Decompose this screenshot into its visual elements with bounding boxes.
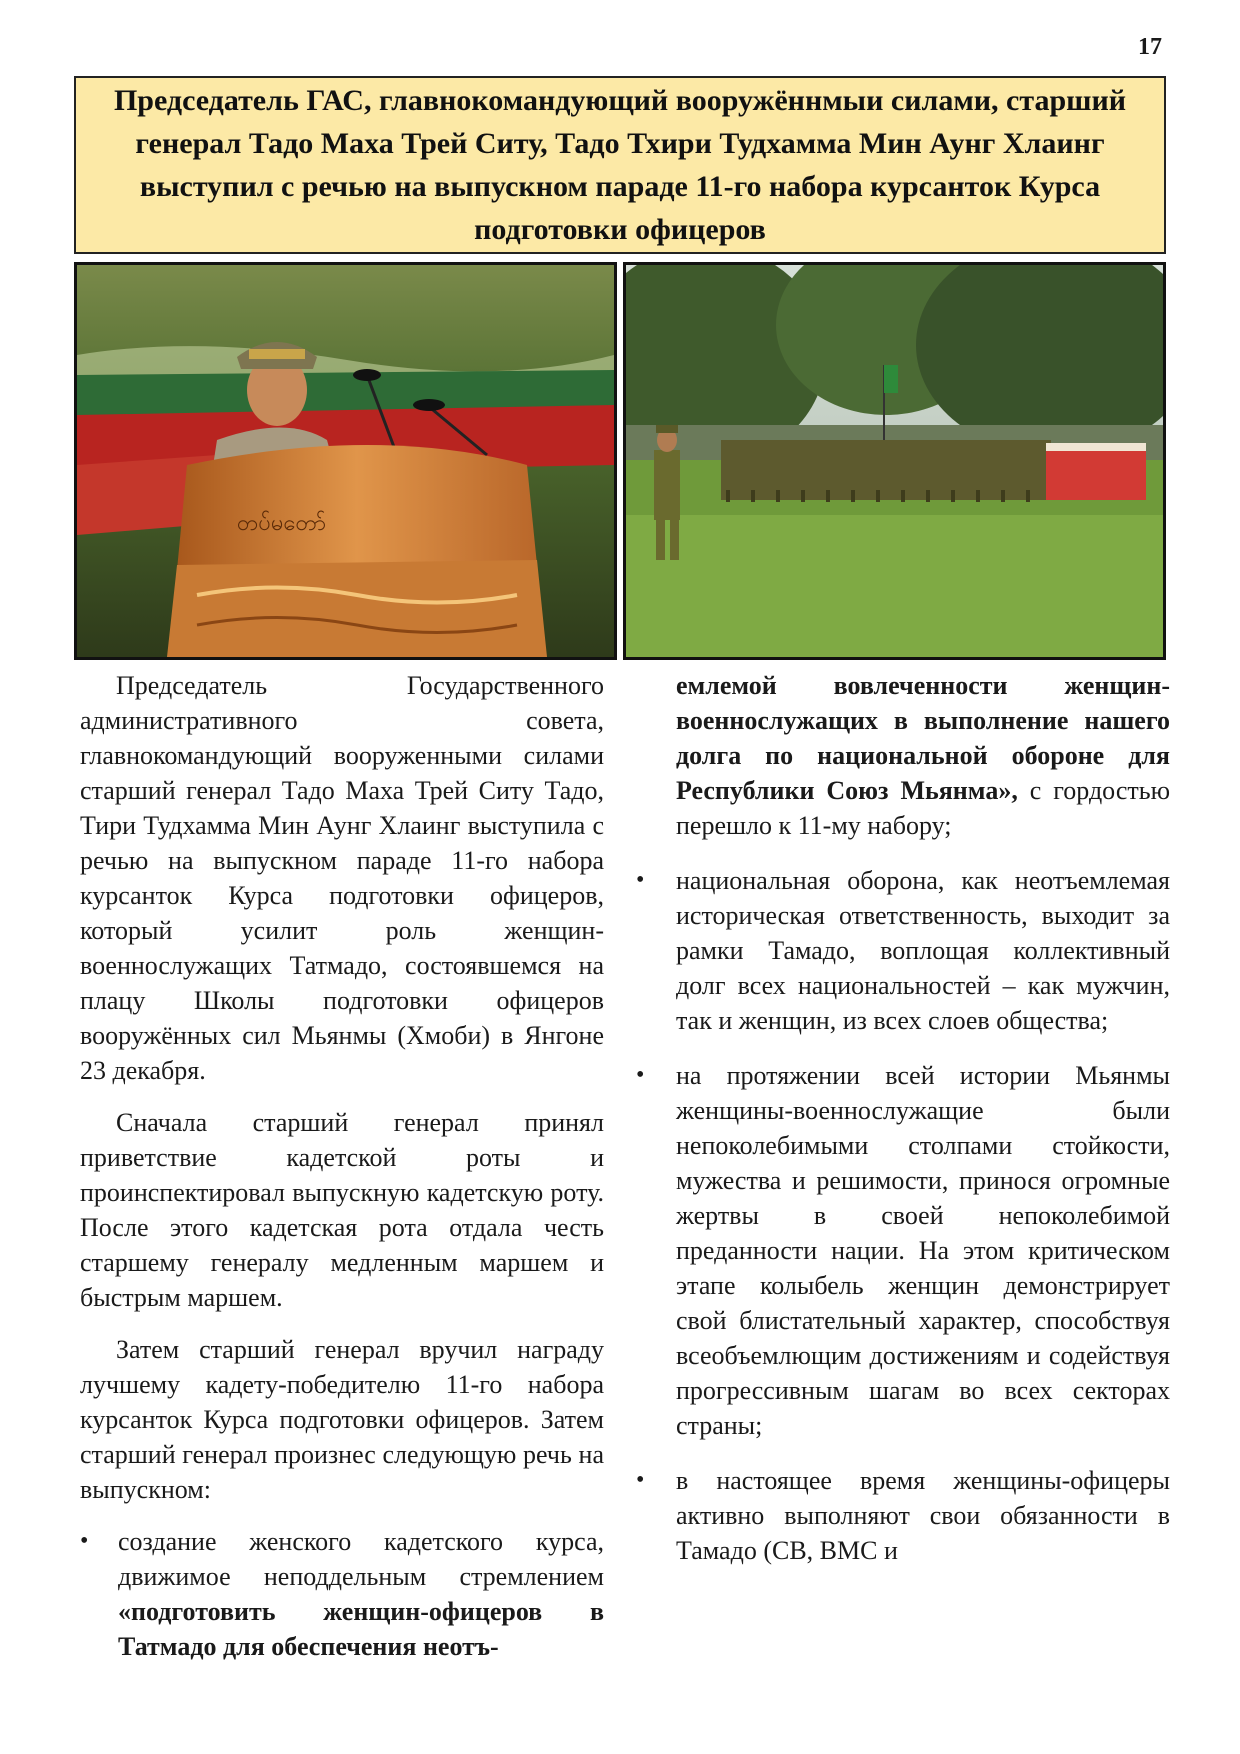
bullet-text-bold: «подготовить женщин-офицеров в Татмадо для обеспечения неотъ- bbox=[118, 1597, 604, 1661]
bullet-icon: • bbox=[80, 1528, 89, 1554]
paragraph-award: Затем старший генерал вручил награду лучшему кадету-победителю 11-го набора курсанток Курса подготовки офицеров. Затем старший генерал произнес следующую речь на выпускном: bbox=[80, 1335, 604, 1504]
parade-photo-icon bbox=[626, 265, 1163, 657]
list-item bbox=[636, 863, 1170, 1038]
podium-inscription: တပ်မတော် bbox=[237, 511, 326, 536]
list-item bbox=[636, 1058, 1170, 1443]
bullet-icon: • bbox=[636, 867, 645, 893]
bullet-icon: • bbox=[636, 1467, 645, 1493]
headline-box bbox=[74, 76, 1166, 254]
bullet-icon: • bbox=[636, 1062, 645, 1088]
bullet-text: национальная оборона, как неотъемлемая историческая ответственность, выходит за рамки Тамадо, воплощая коллективный долг всех национальностей – как мужчин, так и женщин, из всех слоев общества; bbox=[676, 866, 1170, 1035]
photo-cadet-parade bbox=[623, 262, 1166, 660]
bullet-text: в настоящее время женщины-офицеры активно выполняют свои обязанности в Тамадо (СВ, ВМС и bbox=[676, 1466, 1170, 1565]
list-item bbox=[80, 1524, 604, 1664]
bullet-text: на протяжении всей истории Мьянмы женщины-военнослужащие были непоколебимыми столпами стойкости, мужества и решимости, принося огромные жертвы в своей непоколебимой преданности нации. На этом критическом этапе колыбель женщин демонстрирует свой блистательный характер, способствуя всеобъемлющим достижениям и содействуя прогрессивным шагам во всех секторах страны; bbox=[676, 1061, 1170, 1440]
paragraph-intro: Председатель Государственного административного совета, главнокомандующий вооруженными силами старший генерал Тадо Маха Трей Ситу Тадо, Тири Тудхамма Мин Аунг Хлаинг выступила с речью на выпускном параде 11-го набора курсанток Курса подготовки офицеров, который усилит роль женщин-военнослужащих Татмадо, состоявшемся на плацу Школы подготовки офицеров вооружённых сил Мьянмы (Хмоби) в Янгоне 23 декабря. bbox=[80, 671, 604, 1085]
paragraph-inspection: Сначала старший генерал принял приветствие кадетской роты и проинспектировал выпускную кадетскую роту. После этого кадетская рота отдала честь старшему генералу медленным маршем и быстрым маршем. bbox=[80, 1108, 604, 1312]
photo-general-at-podium bbox=[74, 262, 617, 660]
bullet-text: создание женского кадетского курса, движимое неподдельным стремлением bbox=[118, 1527, 604, 1591]
bullet-text: с гордостью перешло к 11-му набору; bbox=[676, 776, 1170, 840]
right-column bbox=[636, 668, 1170, 1588]
list-item bbox=[636, 1463, 1170, 1568]
headline: Председатель ГАС, главнокомандующий вооружённмыи силами, старший генерал Тадо Маха Трей Ситу, Тадо Тхири Тудхамма Мин Аунг Хлаинг выступил с речью на выпускном параде 11-го набора курсанток Курса подготовки офицеров bbox=[113, 84, 1127, 246]
page-number: 17 bbox=[1138, 34, 1162, 60]
list-item-continuation bbox=[676, 668, 1170, 843]
left-column bbox=[80, 668, 604, 1684]
bullet-text-bold: емлемой вовлеченности женщин-военнослужащих в выполнение нашего долга по национальной обороне для Республики Союз Мьянма», bbox=[676, 671, 1170, 805]
podium-photo-icon bbox=[77, 265, 614, 657]
